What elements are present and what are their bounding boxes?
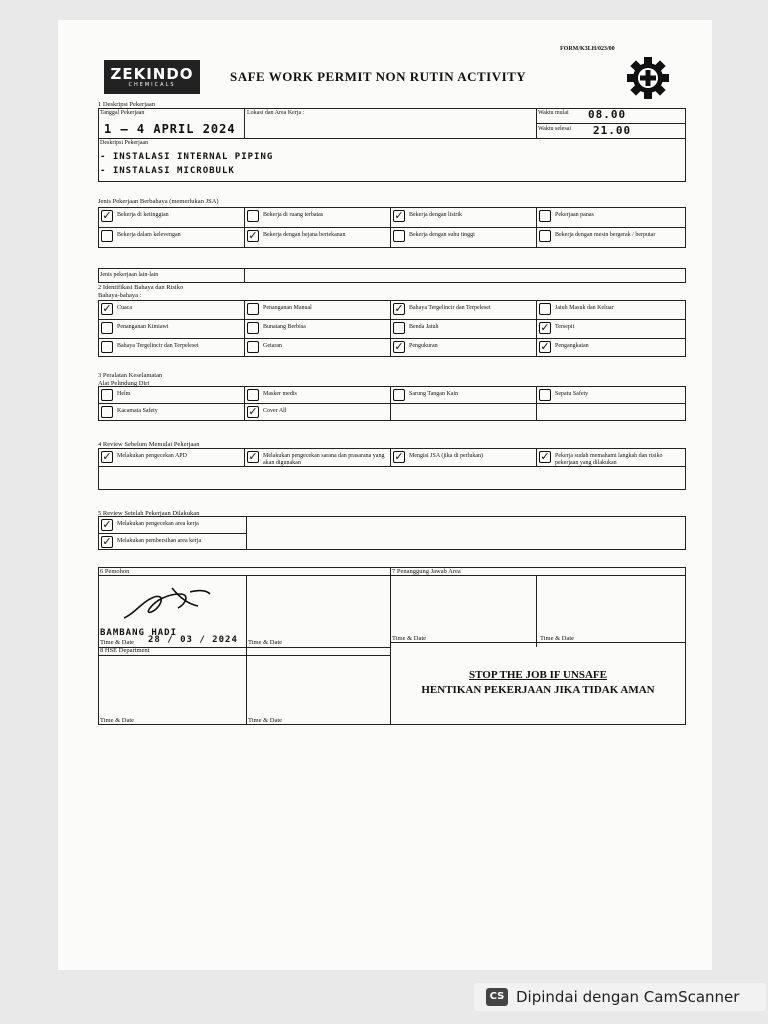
applicant-signature	[120, 584, 214, 626]
checkbox[interactable]	[247, 389, 259, 401]
start-time-value: 08.00	[588, 108, 627, 121]
checkbox-label: Pengukuran	[409, 343, 438, 349]
checkbox[interactable]	[539, 303, 551, 315]
checkbox-label: Melakukan pembersihan area kerja	[117, 538, 202, 544]
stop-job-warning-id: HENTIKAN PEKERJAAN JIKA TIDAK AMAN	[421, 684, 655, 696]
jsa-heading: Jenis Pekerjaan Berbahaya (memerlukan JSA)	[98, 198, 219, 205]
section-1-heading: 1 Deskripsi Pekerjaan	[98, 101, 156, 108]
permit-page: FORM/K3LH/023/00 ZEKINDO CHEMICALS SAFE WORK PERMIT NON RUTIN ACTIVITY 1 Deskripsi Pekerjaan Tanggal Pekerjaan 1 – 4 APRIL 2024 Lokasi dan Area Kerja : Waktu mulai 08.00 Waktu selesai 21.00 Deskripsi Pekerjaan - INSTALASI INTERNAL PIPING - INSTALASI MICROBULK Jenis Pekerjaan Berbahaya (memerlukan JSA) Jenis pekerjaan lain-lain 2 Identifikasi Bahaya dan Risiko Bahaya-bahaya : 3 Peralatan Keselamatan Alat Pelindung Diri 4 Review Sebelum Memulai Pekerjaan 5 Review Setelah Pekerjaan Dilakukan 6 Pemohon 7 Penanggung Jawab Area 8 HSE Department BAMBANG HADI Time & Date 28 / 03 / 2024 Time & Date Time & Date Time & Date Time & Date Time & Date STOP THE JOB IF UNSAFE HENTIKAN PEKERJAAN JIKA TIDAK AMAN ✓ Bekerja di ketinggian Bekerja di ruang terbatas ✓ Bekerja dengan listrik Pekerjaan panas Bekerja dalam kelevengan ✓ Bekerja dengan bejana bertekanan Bekerja dengan suhu tinggi Bekerja dengan mesin bergerak / berputar ✓ Cuaca Penanganan Manual ✓ Bahaya Tergelincir dan Terpeleset Jatuh Masuk dan Keluar Penanganan Kimiawi Bunatang Berbisa Benda Jatuh ✓ Tersepit Bahaya Tergelincir dan Terpeleset Getaran ✓ Pengukuran ✓ Pengangkatan Helm Masker medis Sarung Tangan Kain Sepatu Safety Kacamata Safety ✓ Cover All ✓ Melakukan pengecekan APD ✓ Melakukan pengecekan sarana dan prasarana yang akan digunakan ✓ Mengisi JSA (jika di perlukan) ✓ Pekerja sudah memahami langkah dan risiko pekerjaan yang dilakukan ✓ Melakukan pengecekan area kerja ✓ Melakukan pembersihan area kerja	[58, 20, 712, 970]
checkbox-label: Bunatang Berbisa	[263, 324, 306, 330]
section-2-heading: 2 Identifikasi Bahaya dan Risiko	[98, 284, 184, 291]
checkbox[interactable]	[393, 230, 405, 242]
checkbox[interactable]: ✓	[102, 302, 112, 315]
section-5-heading: 5 Review Setelah Pekerjaan Dilakukan	[98, 510, 200, 517]
checkbox-label: Bekerja dengan mesin bergerak / berputar	[555, 232, 656, 238]
checkbox-label: Benda Jatuh	[409, 324, 439, 330]
checkbox[interactable]: ✓	[248, 405, 258, 418]
applicant-date: 28 / 03 / 2024	[148, 635, 238, 645]
checkbox-label: Melakukan pengecekan APD	[117, 453, 187, 459]
checkbox-label: Bekerja dengan listrik	[409, 212, 462, 218]
section-7-heading: 7 Penanggung Jawab Area	[392, 568, 461, 575]
checkbox-label: Cover All	[263, 408, 287, 414]
camscanner-watermark: CS Dipindai dengan CamScanner	[474, 983, 766, 1011]
checkbox[interactable]: ✓	[394, 302, 404, 315]
checkbox-label: Getaran	[263, 343, 282, 349]
checkbox[interactable]: ✓	[540, 340, 550, 353]
safety-gear-icon	[624, 54, 672, 102]
checkbox-label: Pengangkatan	[555, 343, 589, 349]
description-line-2: - INSTALASI MICROBULK	[100, 166, 235, 176]
checkbox[interactable]	[101, 341, 113, 353]
applicant-name: BAMBANG HADI	[100, 628, 178, 638]
zekindo-logo: ZEKINDO CHEMICALS	[104, 60, 200, 94]
checkbox[interactable]	[393, 322, 405, 334]
checkbox-label: Bekerja dalam kelevengan	[117, 232, 181, 238]
section-6-heading: 6 Pemohon	[100, 568, 130, 575]
checkbox-label: Sarung Tangan Kain	[409, 391, 459, 397]
checkbox-label: Mengisi JSA (jika di perlukan)	[409, 453, 483, 459]
checkbox[interactable]: ✓	[102, 518, 112, 531]
section-3-heading: 3 Peralatan Keselamatan	[98, 372, 163, 379]
checkbox[interactable]	[539, 210, 551, 222]
camscanner-icon: CS	[486, 988, 508, 1006]
checkbox[interactable]: ✓	[102, 209, 112, 222]
section-8-heading: 8 HSE Department	[100, 647, 150, 654]
checkbox-label: Penanganan Kimiawi	[117, 324, 169, 330]
checkbox[interactable]: ✓	[102, 535, 112, 548]
checkbox-label: Melakukan pengecekan sarana dan prasarana yang akan digunakan	[263, 453, 385, 466]
checkbox-label: Bekerja dengan bejana bertekanan	[263, 232, 346, 238]
other-work-box	[98, 268, 686, 283]
checkbox-label: Bekerja dengan suhu tinggi	[409, 232, 475, 238]
checkbox[interactable]	[101, 230, 113, 242]
checkbox[interactable]: ✓	[102, 450, 112, 463]
checkbox-label: Sepatu Safety	[555, 391, 589, 397]
checkbox[interactable]	[247, 210, 259, 222]
checkbox-label: Pekerja sudah memahami langkah dan risiko pekerjaan yang dilakukan	[555, 453, 663, 466]
checkbox[interactable]	[101, 406, 113, 418]
checkbox-label: Bekerja di ruang terbatas	[263, 212, 324, 218]
checkbox[interactable]: ✓	[248, 229, 258, 242]
checkbox[interactable]: ✓	[394, 340, 404, 353]
checkbox-label: Masker medis	[263, 391, 297, 397]
checkbox-label: Penanganan Manual	[263, 305, 312, 311]
work-date-value: 1 – 4 APRIL 2024	[104, 122, 236, 136]
checkbox[interactable]: ✓	[394, 209, 404, 222]
form-code: FORM/K3LH/023/00	[560, 46, 615, 52]
checkbox-label: Helm	[117, 391, 131, 397]
checkbox[interactable]	[539, 230, 551, 242]
checkbox[interactable]: ✓	[540, 321, 550, 334]
checkbox-label: Bahaya Tergelincir dan Terpeleset	[409, 305, 491, 311]
checkbox[interactable]	[247, 322, 259, 334]
checkbox[interactable]: ✓	[394, 450, 404, 463]
checkbox-label: Melakukan pengecekan area kerja	[117, 521, 199, 527]
checkbox-label: Bahaya Tergelincir dan Terpeleset	[117, 343, 199, 349]
checkbox[interactable]	[539, 389, 551, 401]
checkbox[interactable]	[393, 389, 405, 401]
checkbox[interactable]	[101, 322, 113, 334]
checkbox-label: Kacamata Safety	[117, 408, 158, 414]
checkbox[interactable]: ✓	[248, 450, 258, 463]
checkbox[interactable]: ✓	[540, 450, 550, 463]
checkbox-label: Bekerja di ketinggian	[117, 212, 169, 218]
stop-job-warning: STOP THE JOB IF UNSAFE	[469, 669, 607, 681]
section-4-heading: 4 Review Sebelum Memulai Pekerjaan	[98, 441, 200, 448]
checkbox[interactable]	[247, 303, 259, 315]
end-time-value: 21.00	[593, 124, 632, 137]
checkbox[interactable]	[101, 389, 113, 401]
page-title: SAFE WORK PERMIT NON RUTIN ACTIVITY	[230, 69, 527, 84]
checkbox-label: Jatuh Masuk dan Keluar	[555, 305, 614, 311]
description-line-1: - INSTALASI INTERNAL PIPING	[100, 152, 274, 162]
checkbox-label: Cuaca	[117, 305, 132, 311]
checkbox-label: Tersepit	[555, 324, 575, 330]
checkbox[interactable]	[247, 341, 259, 353]
checkbox-label: Pekerjaan panas	[555, 212, 594, 218]
